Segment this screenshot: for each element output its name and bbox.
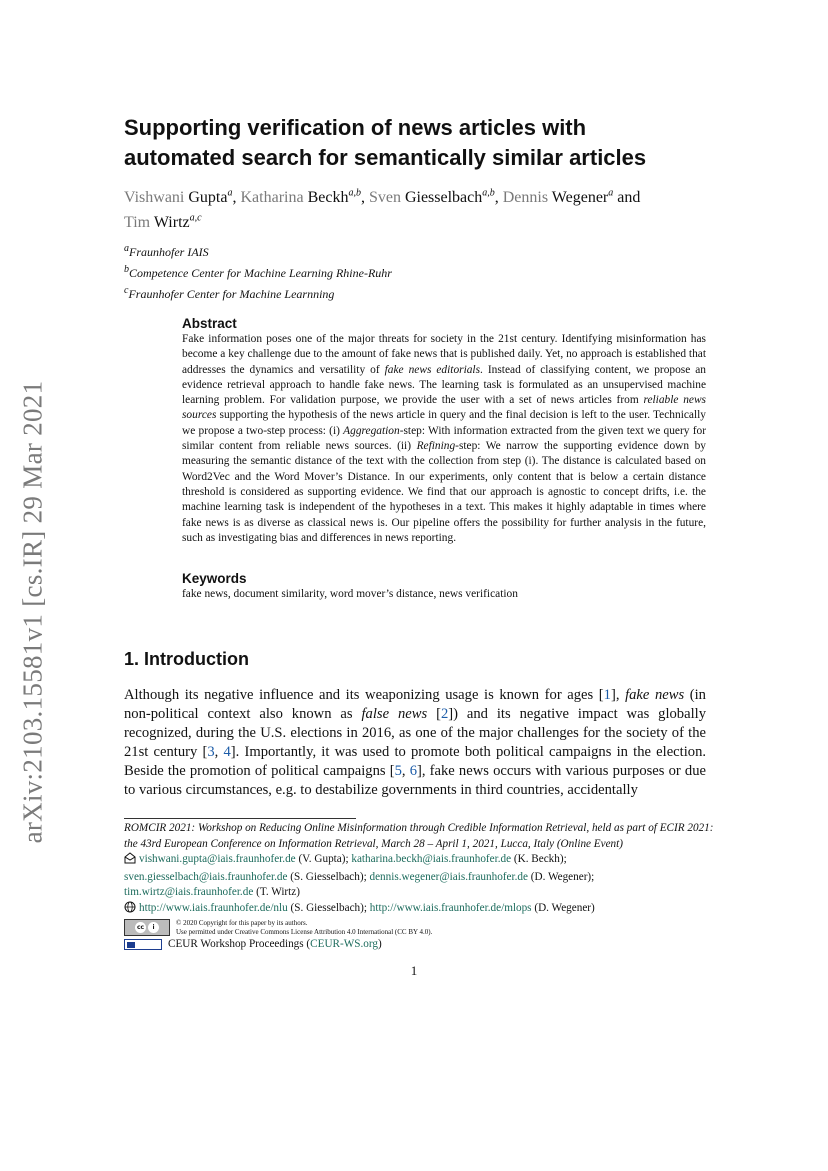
affiliation-marker: c [124, 285, 129, 296]
homepage-link[interactable]: http://www.iais.fraunhofer.de/mlops [369, 901, 532, 914]
homepage-owner: (D. Wegener) [531, 901, 595, 914]
venue-note: ROMCIR 2021: Workshop on Reducing Online Misinformation through Credible Information Retrieval, held as part of ECIR 2021: the 43rd European Conference on Information Retrieval, March 28 – April 1, 2021, Lucca, Italy (Online Event) [124, 822, 714, 850]
email-owner: (S. Giesselbach); [287, 870, 370, 883]
title-line-1: Supporting verification of news articles with [124, 115, 587, 140]
author-separator: , [232, 189, 241, 207]
author [124, 214, 202, 231]
copyright-note: © 2020 Copyright for this paper by its authors. [176, 919, 308, 927]
arxiv-identifier-sidebar [8, 372, 58, 852]
author [369, 189, 503, 206]
citation-link[interactable]: 5 [394, 763, 402, 779]
homepage-link[interactable]: http://www.iais.fraunhofer.de/nlu [139, 901, 288, 914]
affiliation [124, 261, 524, 282]
intro-text: , [214, 744, 224, 760]
email-owner: (V. Gupta); [295, 853, 352, 865]
intro-text: ], [610, 687, 626, 703]
email-list [124, 852, 714, 901]
author-first-name: Katharina [240, 189, 304, 207]
ceur-link[interactable]: CEUR-WS.org [310, 938, 379, 950]
intro-text: , [401, 763, 410, 779]
author-affil-marker: a [227, 188, 233, 199]
introduction-body [124, 686, 706, 800]
license-text [176, 919, 432, 936]
author-first-name: Tim [124, 213, 151, 231]
keywords-heading: Keywords [182, 571, 247, 586]
author-first-name: Sven [368, 189, 401, 207]
author-last-name: Gupta [188, 189, 228, 207]
intro-text: ]. Importantly, it was used to promote both political campaigns in the election. Beside the promotion of political campaigns [ [124, 744, 707, 779]
author-affil-marker: a [608, 188, 614, 199]
affiliation-marker: a [124, 243, 129, 254]
abstract-text: -step: We narrow the supporting evidence down by measuring the semantic distance of the text with the collection from step (i). The distance is calculated based on Word2Vec and the Word Mover’s Distance. In our experiments, only content that is below a certain distance threshold is considered as supporting evidence. We find that our approach is agnostic to concept drifts, i.e. the machine learning task is independent of the hypotheses in a text. This makes it highly adaptable in times where fake news is as diverse as classical news is. Our pipeline offers the possibility for further analysis in the future, such as investigating bias and differences in news reporting. [182, 440, 706, 544]
author-affil-marker: a,b [348, 188, 361, 199]
author-last-name: Beckh [307, 189, 349, 207]
intro-text: ]) and its negative impact was globally recognized, during the U.S. elections in 2016, as one of the major challenges for the society of the 21st century [ [124, 706, 706, 760]
affiliation [124, 282, 524, 303]
email-link[interactable]: katharina.beckh@iais.fraunhofer.de [351, 853, 512, 865]
citation-link[interactable]: 1 [603, 687, 611, 703]
affiliation-name: Competence Center for Machine Learning Rhine-Ruhr [129, 266, 392, 280]
author [503, 189, 641, 206]
author-affil-marker: a,b [482, 188, 495, 199]
footnote-rule [124, 818, 356, 819]
author [124, 189, 240, 206]
intro-text: ], fake news occurs with various purposes or due to various circumstances, e.g. to destabilize governments in third countries, accidentally [124, 763, 706, 798]
email-link[interactable]: vishwani.gupta@iais.fraunhofer.de [139, 853, 296, 865]
abstract-emphasis: fake news editorials [384, 363, 481, 376]
homepage-owner: (S. Giesselbach); [287, 901, 370, 914]
intro-text: (in non-political context also known as [124, 687, 706, 722]
paper-title [124, 113, 724, 173]
citation-link[interactable]: 2 [440, 706, 449, 722]
affiliation [124, 240, 524, 261]
cc-by-license-badge [124, 919, 170, 936]
abstract-emphasis: reliable news sources [182, 394, 706, 422]
footnote [124, 821, 714, 953]
citation-link[interactable]: 6 [409, 763, 417, 779]
abstract-emphasis: Aggregation [343, 424, 400, 437]
license-note: Use permitted under Creative Commons License Attribution 4.0 International (CC BY 4.0). [176, 927, 433, 936]
abstract-body [182, 332, 706, 546]
globe-icon [124, 901, 136, 919]
author-last-name: Wegener [551, 189, 609, 207]
author-separator: and [613, 189, 641, 207]
intro-emphasis: false news [361, 706, 428, 722]
abstract-text: . Instead of classifying content, we propose an evidence retrieval approach to handle fake news. The learning task is formulated as an unsupervised machine learning problem. For validation purpose, we provide the user with a set of news articles from [182, 363, 707, 407]
intro-text: [ [427, 706, 441, 722]
author-first-name: Dennis [502, 189, 549, 207]
abstract-section [182, 316, 706, 546]
keywords-section [182, 571, 706, 602]
intro-emphasis: fake news [625, 687, 685, 703]
abstract-text: supporting the hypothesis of the news article in query and the final decision is left to the user. Technically we propose a two-step process: (i) [182, 409, 706, 437]
ceur-text: CEUR Workshop Proceedings ( [168, 938, 311, 950]
affiliation-list [124, 240, 524, 303]
abstract-heading: Abstract [182, 316, 237, 331]
affiliation-name: Fraunhofer Center for Machine Learnning [128, 287, 335, 301]
author-last-name: Wirtz [153, 213, 190, 231]
ceur-row [124, 937, 714, 953]
email-owner: (T. Wirtz) [253, 886, 300, 898]
keywords-text: fake news, document similarity, word mover’s distance, news verification [182, 588, 518, 600]
author-last-name: Giesselbach [404, 189, 483, 207]
abstract-emphasis: Refining [416, 440, 456, 453]
ceur-logo-icon [124, 939, 162, 950]
citation-link[interactable]: 3 [207, 744, 215, 760]
author-affil-marker: a,c [189, 212, 202, 224]
email-owner: (D. Wegener); [527, 870, 595, 883]
author-first-name: Vishwani [124, 189, 185, 207]
affiliation-name: Fraunhofer IAIS [129, 245, 209, 259]
license-row [124, 919, 714, 936]
cc-icon: cc [135, 922, 146, 933]
intro-text: Although its negative influence and its weaponizing usage is known for ages [ [124, 687, 604, 703]
email-link[interactable]: dennis.wegener@iais.fraunhofer.de [369, 870, 528, 883]
email-link[interactable]: sven.giesselbach@iais.fraunhofer.de [124, 870, 288, 883]
abstract-text: -step: With information extracted from the given text we query for similar content from reliable news sources. (ii) [182, 424, 707, 453]
affiliation-marker: b [124, 264, 129, 275]
author-list [124, 184, 724, 233]
page-number: 1 [410, 963, 418, 978]
email-link[interactable]: tim.wirtz@iais.fraunhofer.de [124, 886, 254, 898]
arxiv-identifier: arXiv:2103.15581v1 [cs.IR] 29 Mar 2021 [17, 380, 48, 844]
introduction-heading: 1. Introduction [124, 649, 249, 669]
citation-link[interactable]: 4 [223, 744, 231, 760]
email-owner: (K. Beckh); [511, 853, 567, 865]
author-separator: , [494, 189, 503, 207]
ceur-text: ) [378, 938, 382, 950]
url-list [124, 901, 714, 919]
abstract-text: Fake information poses one of the major threats for society in the 21st century. Identifying misinformation has become a key challenge due to the amount of fake news that is published daily. Yet, no approach is established that addresses the dynamics and versatility of [182, 333, 706, 376]
author [240, 189, 368, 206]
email-icon [124, 852, 136, 870]
by-icon: i [148, 922, 159, 933]
author-separator: , [360, 189, 369, 207]
title-line-2: automated search for semantically similar articles [124, 145, 647, 170]
